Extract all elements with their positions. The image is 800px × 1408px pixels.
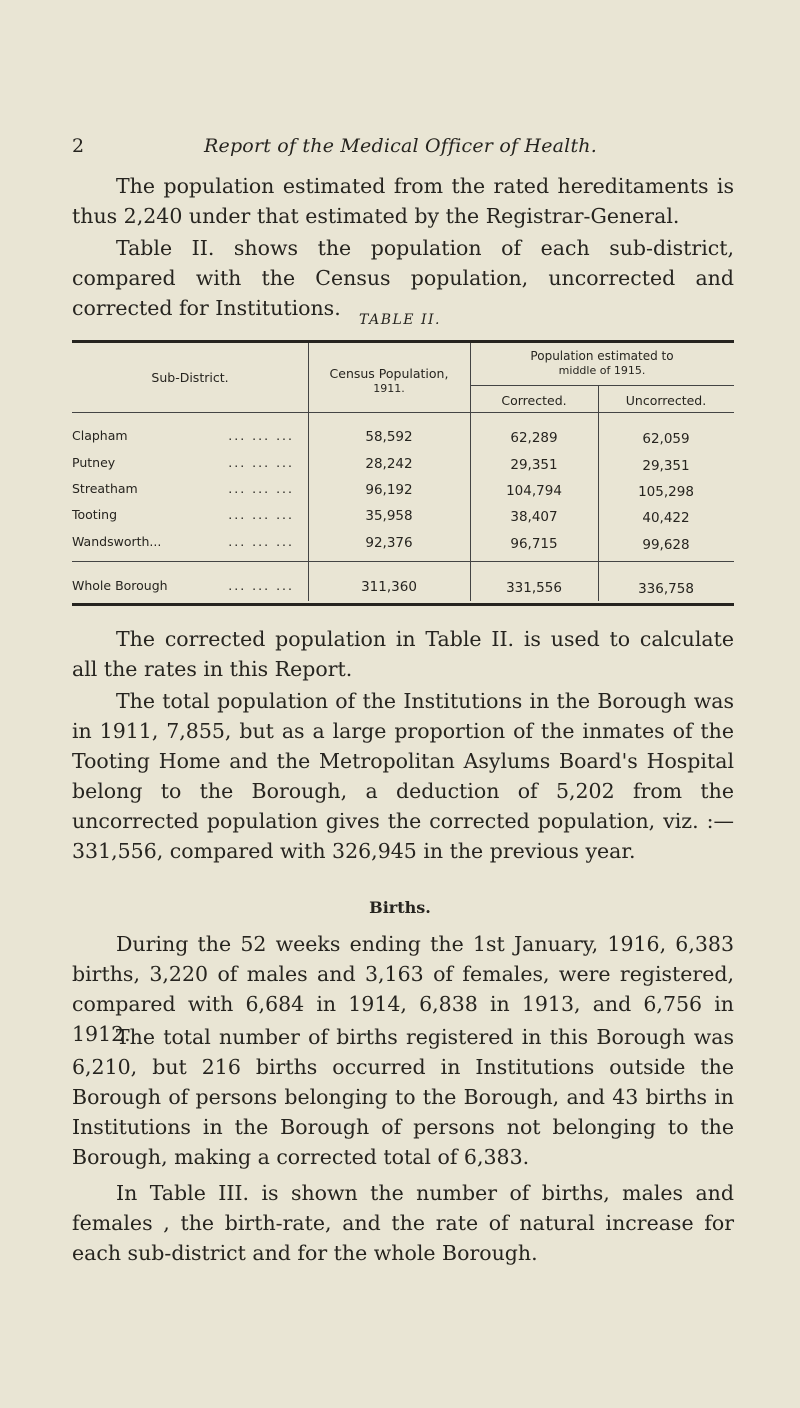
census-value: 58,592 xyxy=(365,429,413,445)
corrected-value: 38,407 xyxy=(510,509,558,525)
uncorrected-value: 62,059 xyxy=(642,431,690,447)
census-total: 311,360 xyxy=(361,579,417,595)
row-name: Putney xyxy=(72,455,119,470)
row-name: Whole Borough xyxy=(72,578,172,593)
corrected-value: 29,351 xyxy=(510,457,558,473)
leader-dots: ... ... ... xyxy=(228,534,294,549)
page-header xyxy=(72,135,732,165)
leader-dots: ... ... ... xyxy=(228,507,294,522)
paragraph-corrected-population: The corrected population in Table II. is used to calculate all the rates in this Report. xyxy=(72,627,734,681)
leader-dots: ... ... ... xyxy=(228,481,294,496)
section-heading-births: Births. xyxy=(369,898,431,917)
table-final-rows xyxy=(72,340,734,608)
census-value: 35,958 xyxy=(365,508,413,524)
uncorrected-value: 40,422 xyxy=(642,510,690,526)
header-estimated-line2: middle of 1915. xyxy=(558,364,646,377)
row-name: Clapham xyxy=(72,428,132,443)
header-uncorrected: Uncorrected. xyxy=(625,393,707,408)
corrected-value: 104,794 xyxy=(506,483,562,499)
census-value: 28,242 xyxy=(365,456,413,472)
paragraph-table-intro: Table II. shows the population of each sub-district, compared with the Census population, uncorrected and corrected for Institutions. xyxy=(72,236,734,320)
page-number: 2 xyxy=(72,135,85,157)
header-corrected: Corrected. xyxy=(501,393,567,408)
header-census-line2: 1911. xyxy=(373,382,405,395)
paragraph-births-total: The total number of births registered in this Borough was 6,210, but 216 births occurred in Institutions outside the Borough of persons belonging to the Borough, and 43 births in Institutions in the Borough of persons not belonging to the Borough, making a corrected total of 6,383. xyxy=(72,1025,734,1169)
leader-dots: ... ... ... xyxy=(228,428,294,443)
leader-dots: ... ... ... xyxy=(228,578,294,593)
uncorrected-value: 99,628 xyxy=(642,537,690,553)
running-title: Report of the Medical Officer of Health. xyxy=(204,135,597,157)
corrected-value: 96,715 xyxy=(510,536,558,552)
corrected-total: 331,556 xyxy=(506,580,562,596)
uncorrected-total: 336,758 xyxy=(638,581,694,597)
uncorrected-value: 105,298 xyxy=(638,484,694,500)
row-name: Tooting xyxy=(72,507,121,522)
paragraph-table-three: In Table III. is shown the number of births, males and females , the birth-rate, and the rate of natural increase for each sub-district and for the whole Borough. xyxy=(72,1181,734,1265)
header-sub-district: Sub-District. xyxy=(151,370,229,385)
corrected-value: 62,289 xyxy=(510,430,558,446)
header-census-line1: Census Population, xyxy=(329,366,449,381)
paragraph-rated-hereditaments: The population estimated from the rated hereditaments is thus 2,240 under that estimated by the Registrar-General. xyxy=(72,174,734,228)
census-value: 92,376 xyxy=(365,535,413,551)
census-value: 96,192 xyxy=(365,482,413,498)
paragraph-births-registered: During the 52 weeks ending the 1st January, 1916, 6,383 births, 3,220 of males and 3,163 of females, were registered, compared with 6,684 in 1914, 6,838 in 1913, and 6,756 in 1912. xyxy=(72,932,734,1046)
table-caption: TABLE II. xyxy=(359,312,441,328)
paragraph-institutions: The total population of the Institutions in the Borough was in 1911, 7,855, but as a large proportion of the inmates of the Tooting Home and the Metropolitan Asylums Board's Hospital belong to the Borough, a deduction of 5,202 from the uncorrected population gives the corrected population, viz. :—331,556, compared with 326,945 in the previous year. xyxy=(72,689,734,863)
row-name: Streatham xyxy=(72,481,142,496)
uncorrected-value: 29,351 xyxy=(642,458,690,474)
leader-dots: ... ... ... xyxy=(228,455,294,470)
row-name: Wandsworth... xyxy=(72,534,165,549)
header-estimated-line1: Population estimated to xyxy=(530,349,674,363)
